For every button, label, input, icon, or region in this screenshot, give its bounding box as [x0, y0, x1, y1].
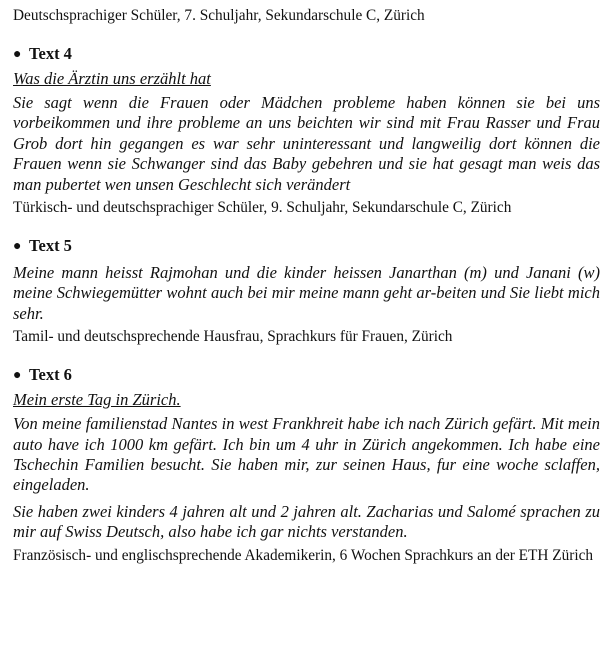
text-5-heading — [13, 236, 600, 257]
text-4-heading — [13, 44, 600, 65]
text-4-paragraph: Sie sagt wenn die Frauen oder Mädchen probleme haben können sie bei uns vorbeikommen und ihre probleme an uns beichten wir sind mit Frau Rasser und Frau Grob dort hin gegangen es war sehr uninteressant und langweilig dort können die Frauen wenn sie Schwanger sind das Baby gebehren und sie hat gesagt man weis das man pubertet wen unsen Geschlecht sich verändert — [13, 93, 600, 194]
text-5-block — [13, 236, 600, 346]
text-4-block — [13, 44, 600, 217]
bullet-icon: ● — [13, 47, 22, 62]
text-5-heading-label: Text 5 — [29, 236, 72, 256]
text-6-paragraph-1: Von meine familienstad Nantes in west Frankhreit habe ich nach Zürich gefärt. Mit mein auto have ich 1000 km gefärt. Ich bin um 4 uhr in Zürich angekommen. Ich habe eine Tschechin Familien besucht. Sie haben mir, zur seinen Haus, fur eine woche sclaffen, eingeladen. — [13, 414, 600, 495]
text-6-heading-label: Text 6 — [29, 365, 72, 385]
text-6-block — [13, 365, 600, 564]
text-4-heading-label: Text 4 — [29, 44, 72, 63]
text-4-title: Was die Ärztin uns erzählt hat — [13, 69, 211, 88]
text-5-caption: Tamil- und deutschsprechende Hausfrau, Sprachkurs für Frauen, Zürich — [13, 328, 453, 346]
text-6-heading — [13, 365, 600, 386]
top-caption: Deutschsprachiger Schüler, 7. Schuljahr, Sekundarschule C, Zürich — [13, 7, 425, 24]
text-6-title: Mein erste Tag in Zürich. — [13, 390, 181, 410]
bullet-icon: ● — [13, 239, 22, 255]
text-5-paragraph: Meine mann heisst Rajmohan und die kinder heissen Janarthan (m) und Janani (w) meine Schwiegemütter wohnt auch bei mir meine mann geht ar-beiten und Sie liebt mich sehr. — [13, 263, 600, 323]
bullet-icon: ● — [13, 368, 22, 384]
text-6-paragraph-2: Sie haben zwei kinders 4 jahren alt und 2 jahren alt. Zacharias und Salomé sprachen zu mir auf Swiss Deutsch, also habe ich gar nichts verstanden. — [13, 501, 600, 542]
text-6-caption: Französisch- und englischsprechende Akademikerin, 6 Wochen Sprachkurs an der ETH Zürich — [13, 546, 594, 564]
text-4-caption: Türkisch- und deutschsprachiger Schüler, 9. Schuljahr, Sekundarschule C, Zürich — [13, 199, 512, 217]
